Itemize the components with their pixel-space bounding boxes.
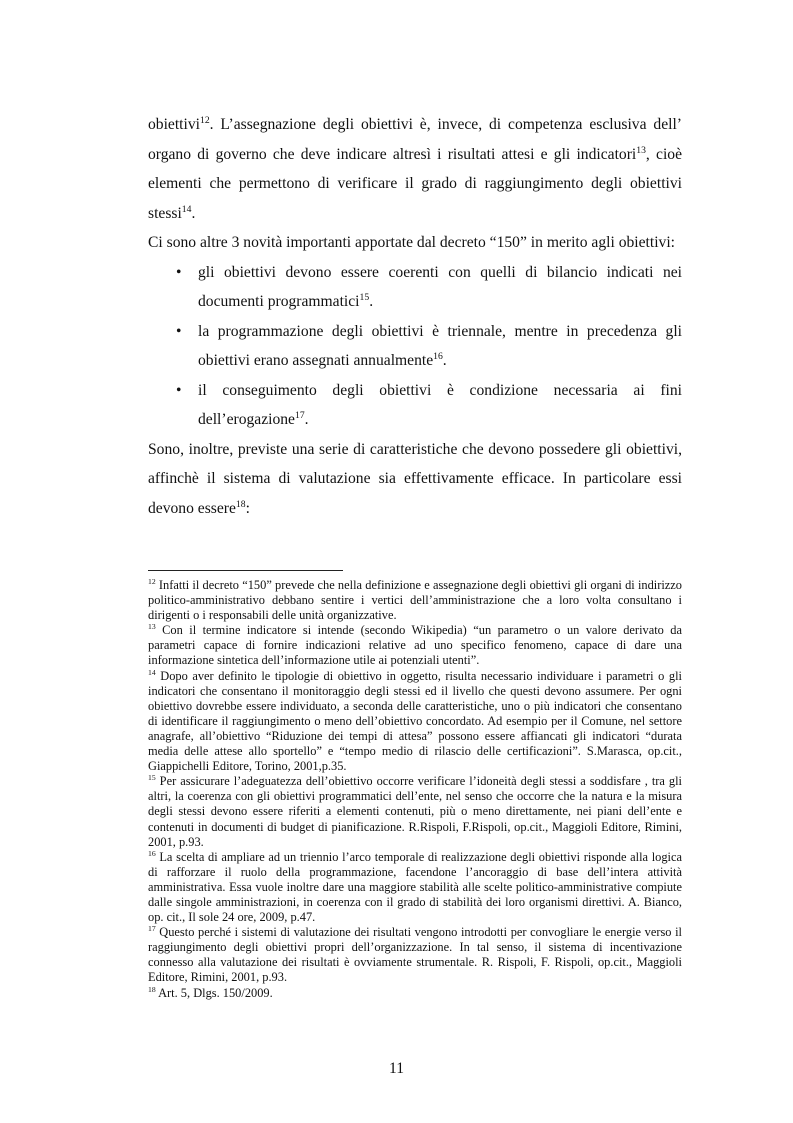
footnote-ref-12[interactable]: 12: [199, 114, 210, 126]
footnote-18: [148, 986, 682, 1001]
footnote-number: 16: [148, 848, 156, 858]
footnote-16: [148, 850, 682, 925]
footnote-17: [148, 925, 682, 985]
list-item: [148, 376, 682, 435]
bullet-icon: •: [176, 263, 182, 281]
text-run: :: [245, 499, 250, 517]
list-item-text: il conseguimento degli obiettivi è condizione necessaria ai fini dell’erogazione: [198, 381, 682, 428]
text-run: . L’assegnazione degli obiettivi è, invece, di competenza esclusiva dell’ organo di governo che deve indicare altresì i risultati attesi e gli indicatori: [148, 116, 682, 163]
text-run: , cioè elementi che permettono di verificare il grado di raggiungimento degli obiettivi stessi: [148, 145, 682, 222]
footnote-text: Dopo aver definito le tipologie di obiettivo in oggetto, risulta necessario individuare i parametri o gli indicatori che consentano il monitoraggio degli stessi ed il livello che questi devono assumere. Per ogni obiettivo dovrebbe essere individuato, a seconda delle caratteristiche, uno o più indicatori che consentano di identificare il raggiungimento o meno dell’obiettivo concordato. Ad esempio per il Comune, nel settore anagrafe, all’obiettivo “Riduzione dei tempi di attesa” possono essere affiancati gli indicatori “durata media delle attese allo sportello” e “tempo medio di rilascio delle certificazioni”. S.Marasca, op.cit., Giappichelli Editore, Torino, 2001,p.35.: [148, 668, 682, 774]
list-item-text: la programmazione degli obiettivi è triennale, mentre in precedenza gli obiettivi erano assegnati annualmente: [198, 322, 682, 369]
novelties-list: [148, 258, 682, 435]
text-run: .: [369, 293, 374, 310]
footnote-15: [148, 774, 682, 849]
bullet-icon: •: [176, 381, 182, 399]
footnote-ref-16[interactable]: 16: [433, 350, 443, 362]
footnote-number: 12: [148, 576, 156, 586]
footnotes: [148, 578, 682, 1001]
footnote-14: [148, 669, 682, 775]
list-item-text: gli obiettivi devono essere coerenti con quelli di bilancio indicati nei documenti programmatici: [198, 263, 682, 310]
list-item: [148, 258, 682, 317]
footnote-13: [148, 623, 682, 668]
text-run: .: [442, 352, 447, 369]
footnote-number: 15: [148, 773, 156, 783]
footnote-text: Con il termine indicatore si intende (secondo Wikipedia) “un parametro o un valore derivato da parametri capace di fornire indicazioni relative ad uno specifico fenomeno, capace di dare una informazione sintetica dell’informazione utile ai potenziali utenti”.: [148, 623, 682, 668]
paragraph-novelties-intro: Ci sono altre 3 novità importanti apportate dal decreto “150” in merito agli obiettivi:: [148, 234, 676, 251]
footnote-ref-18[interactable]: 18: [235, 498, 246, 510]
body-text: [148, 110, 682, 523]
text-run: Sono, inoltre, previste una serie di caratteristiche che devono possedere gli obiettivi, affinchè il sistema di valutazione sia effettivamente efficace. In particolare essi devono essere: [148, 440, 682, 517]
paragraph-objectives-assignment: [148, 110, 682, 228]
text-run: obiettivi: [148, 116, 200, 133]
list-item: [148, 317, 682, 376]
footnote-number: 13: [148, 622, 156, 632]
footnote-ref-17[interactable]: 17: [294, 409, 305, 421]
paragraph-characteristics: [148, 435, 682, 524]
footnote-ref-13[interactable]: 13: [636, 144, 646, 156]
footnote-text: La scelta di ampliare ad un triennio l’arco temporale di realizzazione degli obiettivi risponde alla logica di rafforzare il ruolo della programmazione, facendone l’ancoraggio di base dell’intera attività amministrativa. Essa vuole inoltre dare una maggiore stabilità alle scelte politico-amministrative compiute dalle singole amministrazioni, in coerenza con il grado di stabilità dei loro organismi direttivi. A. Bianco, op. cit., Il sole 24 ore, 2009, p.47.: [148, 849, 682, 925]
footnote-number: 17: [148, 924, 156, 934]
footnote-ref-14[interactable]: 14: [181, 203, 192, 215]
footnote-text: Questo perché i sistemi di valutazione dei risultati vengono introdotti per convogliare le energie verso il raggiungimento degli obiettivi propri dell’organizzazione. In tal senso, il sistema di incentivazione connesso alla valutazione dei risultati è ovviamente strumentale. R. Rispoli, F. Rispoli, op.cit., Maggioli Editore, Rimini, 2001, p.93.: [148, 925, 682, 985]
footnote-number: 14: [148, 667, 156, 677]
footnote-number: 18: [148, 984, 156, 994]
footnote-separator: [148, 570, 343, 571]
footnote-text: Per assicurare l’adeguatezza dell’obiettivo occorre verificare l’idoneità degli stessi a soddisfare , tra gli altri, la coerenza con gli obiettivi programmatici dell’ente, nel senso che occorre che la natura e la misura degli stessi devono essere riferiti a elementi contenuti, più o meno direttamente, nei piani dell’ente e contenuti in documenti di budget di pianificazione. R.Rispoli, F.Rispoli, op.cit., Maggioli Editore, Rimini, 2001, p.93.: [148, 774, 682, 849]
bullet-icon: •: [176, 322, 182, 340]
text-run: .: [191, 204, 196, 222]
page-number: 11: [388, 1060, 404, 1077]
footnote-text: Infatti il decreto “150” prevede che nella definizione e assegnazione degli obiettivi gli organi di indirizzo politico-amministrativo debbano sentire i vertici dell’amministrazione che a loro volta consultano i dirigenti o i responsabili delle unità organizzative.: [148, 578, 682, 623]
footnote-12: [148, 578, 682, 623]
footnote-ref-15[interactable]: 15: [359, 291, 370, 303]
text-run: .: [304, 411, 309, 428]
footnote-text: Art. 5, Dlgs. 150/2009.: [155, 985, 273, 1000]
